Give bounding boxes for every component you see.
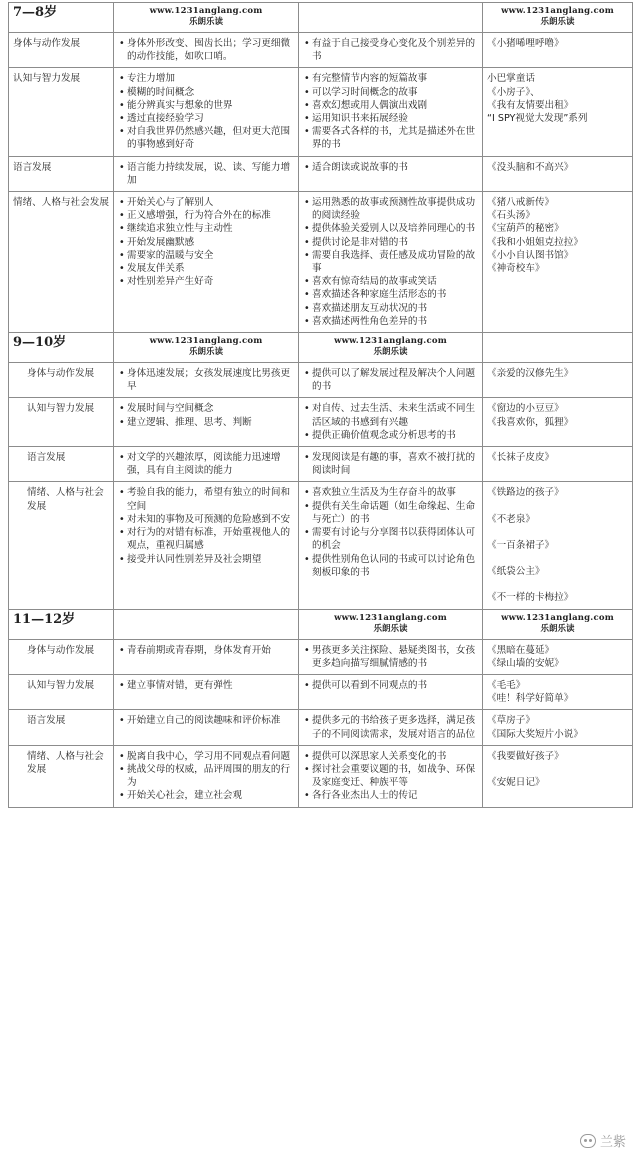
book-need-item: • 有完整情节内容的短篇故事 [303,72,478,85]
site-name: 乐朗乐读 [373,347,408,358]
table-row [9,447,633,482]
site-url: www.1231anglang.com [334,336,447,347]
development-category: 情绪、人格与社会发展 [9,745,114,807]
trait-item: • 挑战父母的权威，品评周围的朋友的行为 [118,763,294,789]
site-url: www.1231anglang.com [501,612,614,623]
trait-item: • 考验自我的能力，希望有独立的时间和空间 [118,486,294,512]
book-title: 《神奇校车》 [487,263,545,275]
development-category: 语言发展 [9,447,114,482]
book-title: 小巴掌童话 [487,73,535,85]
recommended-titles [483,710,633,745]
book-title: 《石头汤》 [487,210,535,222]
table-row [9,639,633,674]
site-name: 乐朗乐读 [188,17,223,27]
development-category: 情绪、人格与社会发展 [9,192,114,333]
books-needed [299,192,483,333]
table-row [9,710,633,745]
reading-guide-table [8,2,633,808]
books-needed [299,363,483,398]
book-need-item: • 喜欢独立生活及为生存奋斗的故事 [303,486,478,499]
books-needed [299,156,483,191]
book-title: 《我和小姐姐克拉拉》 [487,236,583,248]
development-category: 身体与动作发展 [9,363,114,398]
recommended-titles [483,156,633,191]
book-need-item: • 探讨社会重要议题的书，如战争、环保及家庭变迁、种族平等 [303,763,478,789]
book-need-item: • 提供可以了解发展过程及解决个人问题的书 [303,367,478,393]
site-name: 乐朗乐读 [373,623,408,634]
book-title: 《小猪唏哩呼噜》 [487,38,564,49]
development-traits [114,192,299,333]
development-traits [114,398,299,447]
book-need-item: • 喜欢有惊奇结局的故事或笑话 [303,275,478,288]
trait-item: • 对行为的对错有标准，开始重视他人的观点，重视归属感 [118,526,294,552]
book-title: 《不一样的卡梅拉》 [487,592,574,604]
book-title: “I SPY视觉大发现”系列 [487,113,588,125]
book-title: 《安妮日记》 [487,776,545,788]
trait-item: • 对性别差异产生好奇 [118,275,294,288]
trait-item: • 开始建立自己的阅读趣味和评价标准 [118,714,294,727]
book-need-item: • 喜欢描述各种家庭生活形态的书 [303,288,478,301]
book-title: 《我有友情要出租》 [487,99,574,111]
books-needed [299,674,483,709]
book-need-item: • 需要自我选择、责任感及成功冒险的故事 [303,249,478,275]
book-title: 《我喜欢你，狐狸》 [487,416,574,428]
book-title: 《哇！科学好简单》 [487,693,574,705]
books-needed [299,68,483,156]
spacer [487,763,628,776]
book-need-item: • 喜欢描述朋友互动状况的书 [303,302,478,315]
development-category: 认知与智力发展 [9,398,114,447]
trait-item: • 语言能力持续发展，说、读、写能力增加 [118,161,294,187]
book-title: 《国际大奖短片小说》 [487,728,583,740]
trait-item: • 接受并认同性别差异及社会期望 [118,553,294,566]
site-stamp [299,609,483,639]
book-title: 《没头脑和不高兴》 [487,161,574,173]
development-traits [114,156,299,191]
book-need-item: • 需要各式各样的书，尤其是描述外在世界的书 [303,125,478,151]
table-row [9,398,633,447]
empty-cell [299,3,483,33]
development-traits [114,33,299,68]
table-row [9,363,633,398]
age-group: 7—8岁 [9,3,114,33]
site-url: www.1231anglang.com [334,612,447,623]
table-row [9,33,633,68]
trait-item: • 对自我世界仍然感兴趣，但对更大范围的事物感到好奇 [118,125,294,151]
books-needed [299,745,483,807]
empty-cell [483,333,633,363]
book-title: 《长袜子皮皮》 [487,452,555,464]
development-category: 语言发展 [9,156,114,191]
watermark-text: 兰紫 [599,1135,626,1150]
age-header-row [9,333,633,363]
book-need-item: • 提供多元的书给孩子更多选择，满足孩子的不同阅读需求，发展对语言的品位 [303,714,478,740]
development-traits [114,68,299,156]
age-header-row [9,3,633,33]
trait-item: • 需要家的温暖与安全 [118,249,294,262]
book-title: 《猪八戒新传》 [487,197,555,209]
site-url: www.1231anglang.com [149,6,263,16]
book-title: 《窗边的小豆豆》 [487,403,564,415]
book-title: 《纸袋公主》 [487,566,545,578]
recommended-titles [483,192,633,333]
site-name: 乐朗乐读 [540,17,575,27]
trait-item: • 开始发展幽默感 [118,236,294,249]
development-category: 认知与智力发展 [9,674,114,709]
spacer [487,552,628,565]
trait-item: • 开始关心与了解别人 [118,196,294,209]
site-url: www.1231anglang.com [501,6,614,16]
spacer [487,500,628,513]
recommended-titles [483,482,633,609]
table-row [9,68,633,156]
trait-item: • 对未知的事物及可预测的危险感到不安 [118,513,294,526]
recommended-titles [483,745,633,807]
table-row [9,192,633,333]
trait-item: • 模糊的时间概念 [118,86,294,99]
age-header-row [9,609,633,639]
site-stamp [483,609,633,639]
table-row [9,156,633,191]
age-group: 11—12岁 [9,609,114,639]
table-row [9,745,633,807]
recommended-titles [483,363,633,398]
trait-item: • 脱离自我中心，学习用不同观点看问题 [118,750,294,763]
trait-item: • 对文学的兴趣浓厚，阅读能力迅速增强，具有自主阅读的能力 [118,451,294,477]
development-traits [114,674,299,709]
site-stamp [114,3,299,33]
book-title: 《草房子》 [487,715,535,727]
site-name: 乐朗乐读 [188,347,223,358]
recommended-titles [483,68,633,156]
development-traits [114,447,299,482]
trait-item: • 建立逻辑、推理、思考、判断 [118,416,294,429]
recommended-titles [483,447,633,482]
books-needed [299,639,483,674]
wechat-icon [580,1134,596,1148]
book-need-item: • 运用熟悉的故事或预测性故事提供成功的阅读经验 [303,196,478,222]
trait-item: • 正义感增强，行为符合外在的标准 [118,209,294,222]
book-need-item: • 提供体验关爱别人以及培养同理心的书 [303,222,478,235]
trait-item: • 继续追求独立性与主动性 [118,222,294,235]
development-traits [114,745,299,807]
book-need-item: • 各行各业杰出人士的传记 [303,789,478,802]
table-row [9,482,633,609]
book-title: 《黑暗在蔓延》 [487,644,555,656]
site-name: 乐朗乐读 [540,623,575,634]
spacer [487,578,628,591]
books-needed [299,398,483,447]
book-need-item: • 提供可以看到不同观点的书 [303,679,478,692]
trait-item: • 开始关心社会，建立社会观 [118,789,294,802]
book-title: 《一百条裙子》 [487,539,555,551]
trait-item: • 透过直接经验学习 [118,112,294,125]
book-need-item: • 适合朗读或说故事的书 [303,161,478,174]
site-stamp [114,333,299,363]
trait-item: • 能分辨真实与想象的世界 [118,99,294,112]
book-title: 《亲爱的汉修先生》 [487,368,574,380]
development-category: 认知与智力发展 [9,68,114,156]
site-url: www.1231anglang.com [149,336,263,347]
development-category: 语言发展 [9,710,114,745]
age-group: 9—10岁 [9,333,114,363]
trait-item: • 青春前期或青春期，身体发育开始 [118,644,294,657]
trait-item: • 身体外形改变、囤齿长出；学习更细微的动作技能，如吹口哨。 [118,37,294,63]
book-need-item: • 可以学习时间概念的故事 [303,86,478,99]
trait-item: • 专注力增加 [118,72,294,85]
book-need-item: • 提供可以深思家人关系变化的书 [303,750,478,763]
book-need-item: • 对自传、过去生活、未来生活或不同生活区域的书感到有兴趣 [303,402,478,428]
book-need-item: • 喜欢幻想或用人偶演出戏剧 [303,99,478,112]
site-stamp [483,3,633,33]
trait-item: • 身体迅速发展；女孩发展速度比男孩更早 [118,367,294,393]
book-title: 《不老泉》 [487,513,535,525]
book-need-item: • 需要有讨论与分享图书以获得团体认可的机会 [303,526,478,552]
book-title: 《小小自认图书馆》 [487,249,574,261]
book-title: 《铁路边的孩子》 [487,487,564,499]
book-need-item: • 提供讨论是非对错的书 [303,236,478,249]
book-need-item: • 提供有关生命话题（如生命缘起、生命与死亡）的书 [303,500,478,526]
book-need-item: • 有益于自己接受身心变化及个别差异的书 [303,37,478,63]
books-needed [299,482,483,609]
trait-item: • 发展友伴关系 [118,262,294,275]
book-title: 《绿山墙的安妮》 [487,657,564,669]
recommended-titles [483,674,633,709]
development-category: 身体与动作发展 [9,33,114,68]
empty-cell [114,609,299,639]
development-traits [114,710,299,745]
trait-item: • 发展时间与空间概念 [118,402,294,415]
development-category: 情绪、人格与社会发展 [9,482,114,609]
book-need-item: • 提供性别角色认同的书或可以讨论角色刻板印象的书 [303,553,478,579]
spacer [487,526,628,539]
book-need-item: • 提供正确价值观念或分析思考的书 [303,429,478,442]
books-needed [299,710,483,745]
recommended-titles [483,639,633,674]
book-title: 《宝葫芦的秘密》 [487,223,564,235]
development-traits [114,482,299,609]
book-need-item: • 男孩更多关注探险、悬疑类图书，女孩更多趋向描写细腻情感的书 [303,644,478,670]
development-category: 身体与动作发展 [9,639,114,674]
books-needed [299,33,483,68]
watermark [580,1131,626,1150]
books-needed [299,447,483,482]
book-title: 《我要做好孩子》 [487,750,564,762]
book-title: 《小房子》、 [487,86,540,98]
table-row [9,674,633,709]
trait-item: • 建立事情对错，更有弹性 [118,679,294,692]
recommended-titles [483,33,633,68]
book-need-item: • 发现阅读是有趣的事，喜欢不被打扰的阅读时间 [303,451,478,477]
book-title: 《毛毛》 [487,679,526,691]
site-stamp [299,333,483,363]
development-traits [114,639,299,674]
development-traits [114,363,299,398]
book-need-item: • 喜欢描述两性角色差异的书 [303,315,478,328]
book-need-item: • 运用知识书来拓展经验 [303,112,478,125]
recommended-titles [483,398,633,447]
